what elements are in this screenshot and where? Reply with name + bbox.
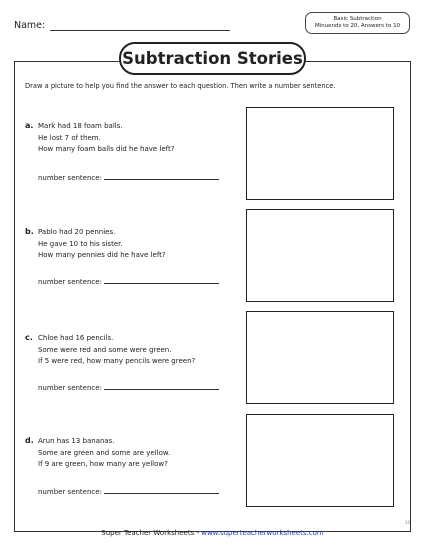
worksheet-info-box bbox=[305, 12, 410, 34]
number-sentence-blank[interactable] bbox=[104, 179, 219, 180]
answer-box-c[interactable] bbox=[246, 311, 394, 404]
name-field-line[interactable] bbox=[50, 30, 230, 31]
number-sentence-blank[interactable] bbox=[104, 493, 219, 494]
problem-letter: d. bbox=[25, 436, 34, 445]
problem-line: Mark had 18 foam balls. bbox=[38, 122, 123, 130]
number-sentence-label: number sentence: bbox=[38, 278, 102, 286]
problem-letter: b. bbox=[25, 227, 34, 236]
number-sentence-label: number sentence: bbox=[38, 384, 102, 392]
number-sentence bbox=[38, 278, 219, 286]
footer-link[interactable]: www.superteacherworksheets.com bbox=[201, 529, 324, 537]
info-range: Minuends to 20, Answers to 10 bbox=[314, 23, 401, 29]
number-sentence bbox=[38, 174, 219, 182]
footer bbox=[0, 529, 425, 537]
problem-line: Some were red and some were green. bbox=[38, 345, 172, 354]
footer-separator: - bbox=[194, 529, 202, 537]
answer-box-b[interactable] bbox=[246, 209, 394, 302]
problem-line: He gave 10 to his sister. bbox=[38, 239, 123, 248]
number-sentence-label: number sentence: bbox=[38, 488, 102, 496]
problem-letter: c. bbox=[25, 333, 33, 342]
problem-line: Chloe had 16 pencils. bbox=[38, 334, 114, 342]
info-topic: Basic Subtraction bbox=[333, 16, 382, 22]
page-number: 10 bbox=[404, 520, 410, 525]
problem-letter: a. bbox=[25, 121, 34, 130]
problem-line: Pablo had 20 pennies. bbox=[38, 228, 116, 236]
instructions: Draw a picture to help you find the answer to each question. Then write a number sentence. bbox=[25, 82, 336, 90]
problem-line: Some are green and some are yellow. bbox=[38, 448, 171, 457]
page-title: Subtraction Stories bbox=[119, 42, 306, 75]
number-sentence-label: number sentence: bbox=[38, 174, 102, 182]
answer-box-d[interactable] bbox=[246, 414, 394, 507]
number-sentence bbox=[38, 384, 219, 392]
number-sentence bbox=[38, 488, 219, 496]
problem-line: If 5 were red, how many pencils were green? bbox=[38, 357, 196, 365]
problem-line: He lost 7 of them. bbox=[38, 133, 101, 142]
problem-line: Arun has 13 bananas. bbox=[38, 437, 115, 445]
answer-box-a[interactable] bbox=[246, 107, 394, 200]
name-label: Name: bbox=[14, 20, 46, 31]
number-sentence-blank[interactable] bbox=[104, 389, 219, 390]
problem-line: If 9 are green, how many are yellow? bbox=[38, 460, 168, 468]
number-sentence-blank[interactable] bbox=[104, 283, 219, 284]
problem-line: How many pennies did he have left? bbox=[38, 251, 166, 259]
footer-brand: Super Teacher Worksheets bbox=[101, 529, 195, 537]
problem-line: How many foam balls did he have left? bbox=[38, 145, 175, 153]
